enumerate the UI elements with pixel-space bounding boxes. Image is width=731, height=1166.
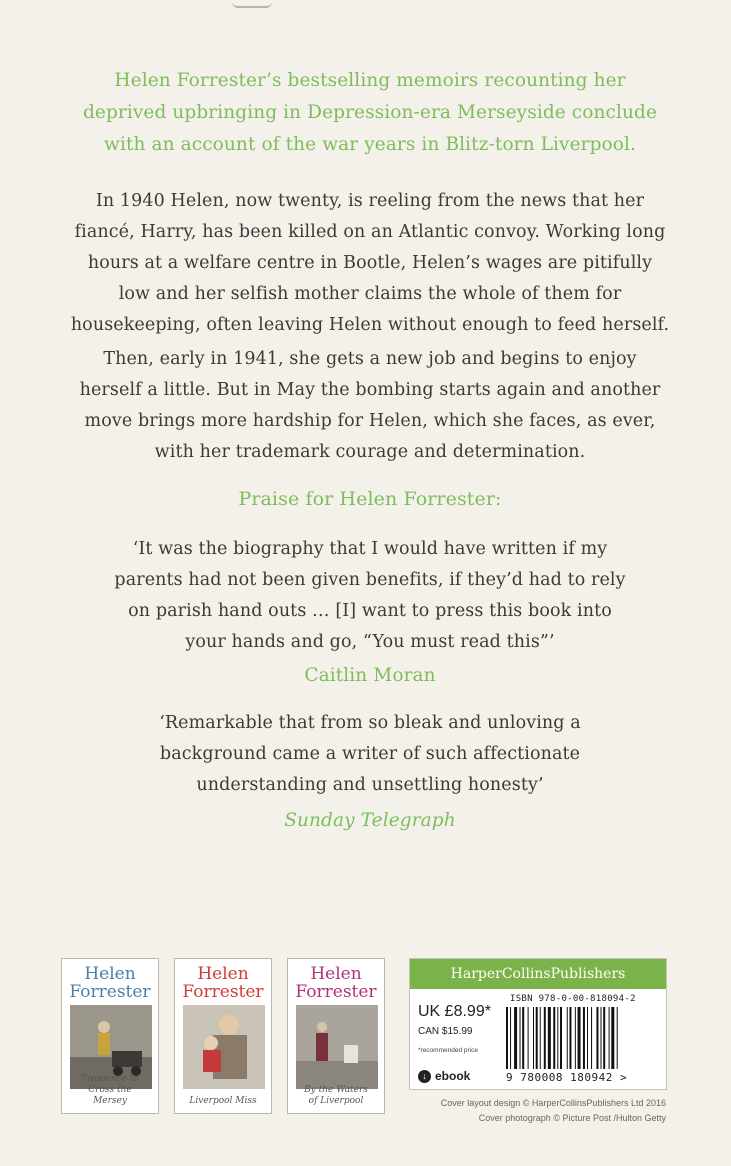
book-1-title: Twopence to Cross the Mersey [81,1074,139,1106]
lead-blurb: Helen Forrester’s bestselling memoirs recounting her deprived upbringing in Depression-era Merseyside conclude with an account of the war years in Blitz-torn Liverpool. [82,70,658,155]
price-uk: UK £8.99* [418,1003,491,1020]
book-2-title: Liverpool Miss [189,1096,257,1106]
quote-2-text: ‘Remarkable that from so bleak and unloving a background came a writer of such affectionate understanding and unsettling honesty’ [159,713,581,795]
quote-2-source: Sunday Telegraph [284,810,456,831]
praise-heading: Praise for Helen Forrester: [238,488,502,510]
quote-2 [70,708,670,836]
book-thumbnail-1 [61,958,159,1114]
book-3-cover-photo [296,1005,378,1089]
book-thumbnail-3 [287,958,385,1114]
blurb-paragraph-1: In 1940 Helen, now twenty, is reeling from the news that her fiancé, Harry, has been killed on an Atlantic convoy. Working long hours at a welfare centre in Bootle, Helen’s wages are pitifully low and her selfish mother claims the whole of them for housekeeping, often leaving Helen without enough to feed herself. [70,191,670,335]
book-1-author-last: Forrester [69,982,151,1002]
book-2-cover-photo [183,1005,265,1089]
publisher-band: HarperCollinsPublishers [410,959,666,989]
blurb-paragraph-2: Then, early in 1941, she gets a new job and begins to enjoy herself a little. But in May the bombing starts again and another move brings more hardship for Helen, which she faces, as ever, with her trademark courage and determination. [79,349,661,462]
quote-1 [70,534,670,691]
barcode-bars [506,1007,656,1069]
isbn-text: ISBN 978-0-00-818094-2 [510,994,636,1004]
recommended-price-note: *recommended price [418,1047,478,1054]
book-1-author-first: Helen [84,964,136,984]
top-edge-mark [232,0,272,8]
download-icon: ↓ [418,1070,431,1083]
book-3-author-first: Helen [310,964,362,984]
photo-credit: Cover photograph © Picture Post /Hulton Getty [478,1113,666,1123]
quote-1-text: ‘It was the biography that I would have written if my parents had not been given benefits, if they’d had to rely on parish hand outs … [I] want to press this book into your hands and go, “You must read this”’ [114,539,626,652]
quote-1-source: Caitlin Moran [304,665,436,686]
barcode-panel [409,958,667,1090]
book-3-author-last: Forrester [295,982,377,1002]
price-can: CAN $15.99 [418,1026,473,1037]
ebook-label: ebook [435,1069,471,1083]
book-2-author-last: Forrester [182,982,264,1002]
ebook-badge [418,1069,470,1083]
book-2-author-first: Helen [197,964,249,984]
layout-credit: Cover layout design © HarperCollinsPublishers Ltd 2016 [440,1098,666,1108]
book-3-title: By the Waters of Liverpool [304,1085,368,1106]
book-thumbnail-2 [174,958,272,1114]
isbn-digits: 9 780008 180942 > [506,1071,628,1084]
